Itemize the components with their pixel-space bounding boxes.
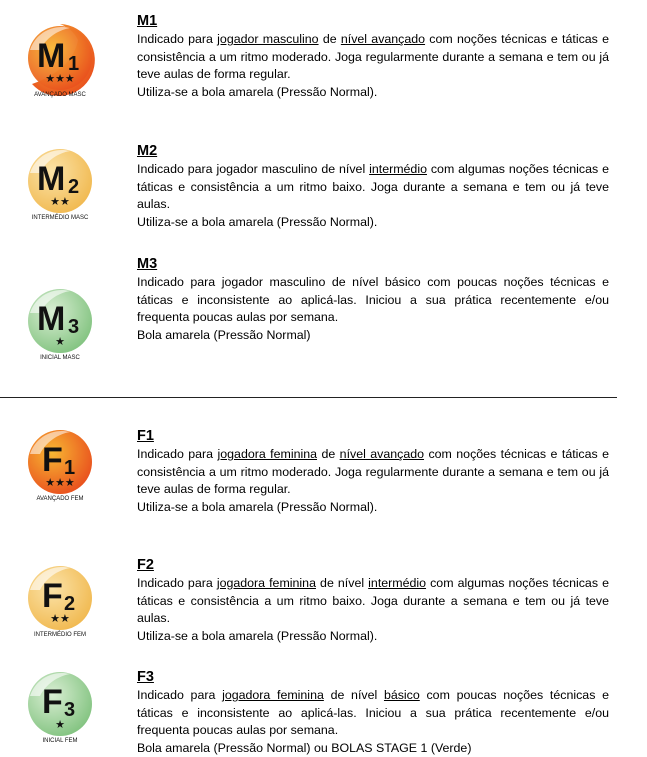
m1-ball-note: Utiliza-se a bola amarela (Pressão Normal). — [137, 84, 378, 99]
svg-text:F: F — [42, 577, 63, 615]
svg-text:INICIAL MASC: INICIAL MASC — [40, 355, 80, 361]
f1-title: F1 — [137, 428, 154, 444]
section-divider — [0, 397, 617, 398]
m3-title: M3 — [137, 256, 158, 272]
svg-text:★: ★ — [55, 335, 65, 348]
m1-level-badge-icon — [20, 20, 100, 100]
m3-ball-note: Bola amarela (Pressão Normal) — [137, 327, 311, 342]
m3-level-badge-icon — [20, 283, 100, 363]
svg-text:F: F — [42, 683, 63, 721]
f2-ball-note: Utiliza-se a bola amarela (Pressão Normal). — [137, 628, 378, 643]
svg-text:INTERMÉDIO MASC: INTERMÉDIO MASC — [31, 215, 89, 221]
f1-level-badge-icon — [20, 424, 100, 504]
svg-text:M: M — [37, 37, 66, 75]
m1-description: Indicado para jogador masculino de nível avançado com noções técnicas e táticas e consistência a um ritmo moderado. Joga regularmente durante a semana e tem ou já teve aulas de forma regular. — [137, 32, 610, 82]
m2-level-badge-icon — [20, 143, 100, 223]
m3-text-block — [137, 256, 609, 344]
f2-level-badge-icon — [20, 560, 100, 640]
f2-title: F2 — [137, 557, 154, 573]
f1-text-block — [137, 428, 609, 516]
svg-text:M: M — [37, 300, 66, 338]
svg-text:INICIAL FEM: INICIAL FEM — [42, 738, 78, 744]
svg-text:★★: ★★ — [50, 195, 70, 208]
f3-ball-note: Bola amarela (Pressão Normal) ou BOLAS STAGE 1 (Verde) — [137, 740, 472, 755]
svg-text:3: 3 — [68, 316, 80, 338]
svg-text:AVANÇADO MASC: AVANÇADO MASC — [34, 92, 86, 98]
svg-text:2: 2 — [64, 593, 76, 615]
f2-description: Indicado para jogadora feminina de nível intermédio com algumas noções técnicas e táticas e consistência a um ritmo baixo. Joga durante a semana e tem ou já teve aulas. — [137, 576, 609, 626]
m2-title: M2 — [137, 143, 158, 159]
f3-description: Indicado para jogadora feminina de nível básico com poucas noções técnicas e táticas e inconsistente ao aplicá-las. Iniciou a sua prática recentemente e/ou frequenta poucas aulas por semana. — [137, 688, 609, 738]
f1-ball-note: Utiliza-se a bola amarela (Pressão Normal). — [137, 499, 378, 514]
f3-level-badge-icon — [20, 666, 100, 746]
m2-ball-note: Utiliza-se a bola amarela (Pressão Normal). — [137, 214, 378, 229]
m1-text-block — [137, 13, 609, 101]
svg-text:★: ★ — [55, 718, 65, 731]
svg-text:★★: ★★ — [50, 612, 70, 625]
svg-text:1: 1 — [68, 53, 80, 75]
svg-text:★★★: ★★★ — [45, 72, 75, 85]
svg-text:F: F — [42, 441, 63, 479]
m3-description: Indicado para jogador masculino de nível básico com poucas noções técnicas e táticas e inconsistente ao aplicá-las. Iniciou a sua prática recentemente e/ou frequenta poucas aulas por semana. — [137, 275, 609, 325]
f3-text-block — [137, 669, 609, 757]
svg-text:AVANÇADO FEM: AVANÇADO FEM — [36, 496, 84, 502]
m1-title: M1 — [137, 13, 158, 29]
f3-title: F3 — [137, 669, 154, 685]
svg-text:2: 2 — [68, 176, 80, 198]
svg-text:3: 3 — [64, 699, 76, 721]
m2-text-block — [137, 143, 609, 231]
svg-text:1: 1 — [64, 457, 76, 479]
svg-text:★★★: ★★★ — [45, 476, 75, 489]
f1-description: Indicado para jogadora feminina de nível avançado com noções técnicas e táticas e consistência a um ritmo moderado. Joga regularmente durante a semana e tem ou já teve aulas de forma regular. — [137, 447, 610, 497]
svg-text:INTERMÉDIO FEM: INTERMÉDIO FEM — [34, 632, 86, 638]
m2-description: Indicado para jogador masculino de nível intermédio com algumas noções técnicas e táticas e consistência a um ritmo baixo. Joga durante a semana e tem ou já teve aulas. — [137, 162, 609, 212]
f2-text-block — [137, 557, 609, 645]
svg-text:M: M — [37, 160, 66, 198]
